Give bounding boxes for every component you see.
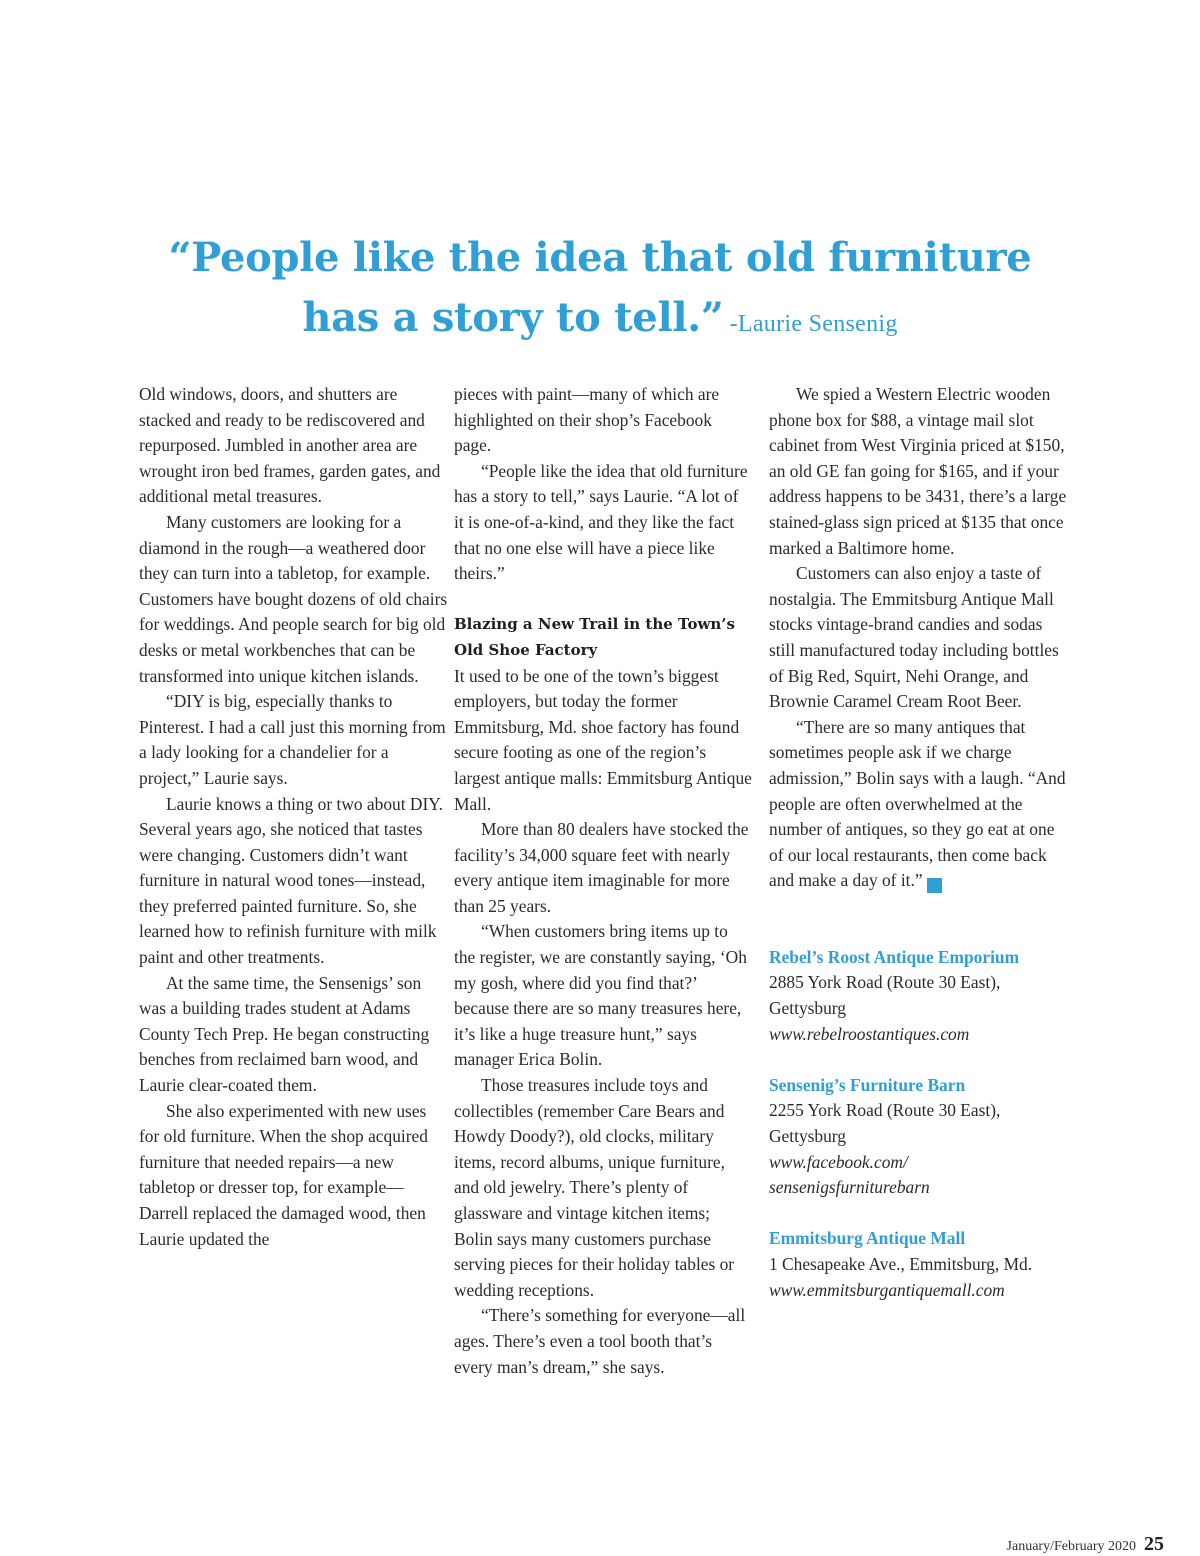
business-listing — [769, 1073, 1069, 1201]
business-address: 1 Chesapeake Ave., Emmitsburg, Md. — [769, 1254, 1033, 1274]
business-listing — [769, 945, 1069, 1047]
page-number: 25 — [1144, 1533, 1164, 1555]
business-city: Gettysburg — [769, 998, 846, 1019]
article-column-1 — [139, 382, 449, 1252]
business-address: 2885 York Road (Route 30 East), — [769, 972, 1001, 993]
business-city: Gettysburg — [769, 1126, 846, 1147]
pull-quote-line-2: has a story to tell.” — [302, 294, 724, 341]
article-column-2 — [454, 382, 752, 1380]
section-heading: Blazing a New Trail in the Town’s Old Shoe Factory — [454, 615, 735, 659]
paragraph: Those treasures include toys and collectibles (remember Care Bears and Howdy Doody?), old clocks, military items, record albums, unique furniture, and old jewelry. There’s plenty of glassware and vintage kitchen items; Bolin says many customers purchase serving pieces for their holiday tables or wedding receptions. — [454, 1075, 735, 1300]
business-url[interactable]: www.rebelroostantiques.com — [769, 1023, 970, 1044]
paragraph: Laurie knows a thing or two about DIY. Several years ago, she noticed that tastes were changing. Customers didn’t want furniture in natural wood tones—instead, they preferred painted furniture. So, she learned how to refinish furniture with milk paint and other treatments. — [139, 793, 443, 968]
paragraph: She also experimented with new uses for old furniture. When the shop acquired furniture that needed repairs—a new tabletop or dresser top, for example—Darrell replaced the damaged wood, then Laurie updated the — [139, 1100, 428, 1249]
business-name: Sensenig’s Furniture Barn — [769, 1074, 966, 1095]
pull-quote — [0, 228, 1200, 354]
pull-quote-line-2-wrap — [0, 288, 1200, 354]
business-url[interactable]: www.emmitsburgantiquemall.com — [769, 1279, 1005, 1300]
paragraph: More than 80 dealers have stocked the facility’s 34,000 square feet with nearly every antique item imaginable for more than 25 years. — [454, 819, 749, 916]
end-mark-icon: G — [927, 878, 942, 893]
paragraph: At the same time, the Sensenigs’ son was a building trades student at Adams County Tech Prep. He began constructing benches from reclaimed barn wood, and Laurie clear-coated them. — [139, 972, 430, 1096]
paragraph: “DIY is big, especially thanks to Pinterest. I had a call just this morning from a lady looking for a chandelier for a project,” Laurie says. — [139, 691, 446, 788]
business-listing — [769, 1226, 1069, 1303]
paragraph: “People like the idea that old furniture has a story to tell,” says Laurie. “A lot of it is one-of-a-kind, and they like the fact that no one else will have a piece like theirs.” — [454, 460, 748, 584]
business-url-continued[interactable]: sensenigsfurniturebarn — [769, 1177, 930, 1198]
business-address: 2255 York Road (Route 30 East), — [769, 1100, 1001, 1121]
paragraph-wrap — [769, 715, 1069, 894]
paragraph: It used to be one of the town’s biggest employers, but today the former Emmitsburg, Md. shoe factory has found secure footing as one of the region’s largest antique malls: Emmitsburg Antique Mall. — [454, 665, 752, 814]
paragraph: pieces with paint—many of which are highlighted on their shop’s Facebook page. — [454, 384, 720, 456]
paragraph: Old windows, doors, and shutters are stacked and ready to be rediscovered and repurposed. Jumbled in another area are wrought iron bed frames, garden gates, and additional metal treasures. — [139, 384, 441, 507]
paragraph: “There’s something for everyone—all ages. There’s even a tool booth that’s every man’s dream,” she says. — [454, 1305, 746, 1377]
business-name: Rebel’s Roost Antique Emporium — [769, 946, 1020, 967]
business-url[interactable]: www.facebook.com/ — [769, 1151, 908, 1172]
pull-quote-line-1: “People like the idea that old furniture — [168, 234, 1032, 281]
business-name: Emmitsburg Antique Mall — [769, 1228, 966, 1249]
paragraph: Customers can also enjoy a taste of nostalgia. The Emmitsburg Antique Mall stocks vintage-brand candies and sodas still manufactured today including bottles of Big Red, Squirt, Nehi Orange, and Brownie Caramel Cream Root Beer. — [769, 563, 1059, 712]
paragraph: “There are so many antiques that sometimes people ask if we charge admission,” Bolin says with a laugh. “And people are often overwhelmed at the number of antiques, so they go eat at one of our local restaurants, then come back and make a day of it.” — [769, 716, 1066, 891]
paragraph: “When customers bring items up to the register, we are constantly saying, ‘Oh my gosh, where did you find that?’ because there are so many treasures here, it’s like a huge treasure hunt,” says manager Erica Bolin. — [454, 921, 747, 1070]
issue-date: January/February 2020 — [1006, 1539, 1136, 1554]
paragraph: Many customers are looking for a diamond in the rough—a weathered door they can turn into a tabletop, for example. Customers have bought dozens of old chairs for weddings. And people search for big old desks or metal workbenches that can be transformed into unique kitchen islands. — [139, 511, 448, 686]
paragraph: We spied a Western Electric wooden phone box for $88, a vintage mail slot cabinet from West Virginia priced at $150, an old GE fan going for $165, and if your address happens to be 3431, there’s a large stained-glass sign priced at $135 that once marked a Baltimore home. — [769, 384, 1067, 558]
pull-quote-attribution: -Laurie Sensenig — [729, 311, 898, 337]
article-column-3 — [769, 382, 1069, 1303]
